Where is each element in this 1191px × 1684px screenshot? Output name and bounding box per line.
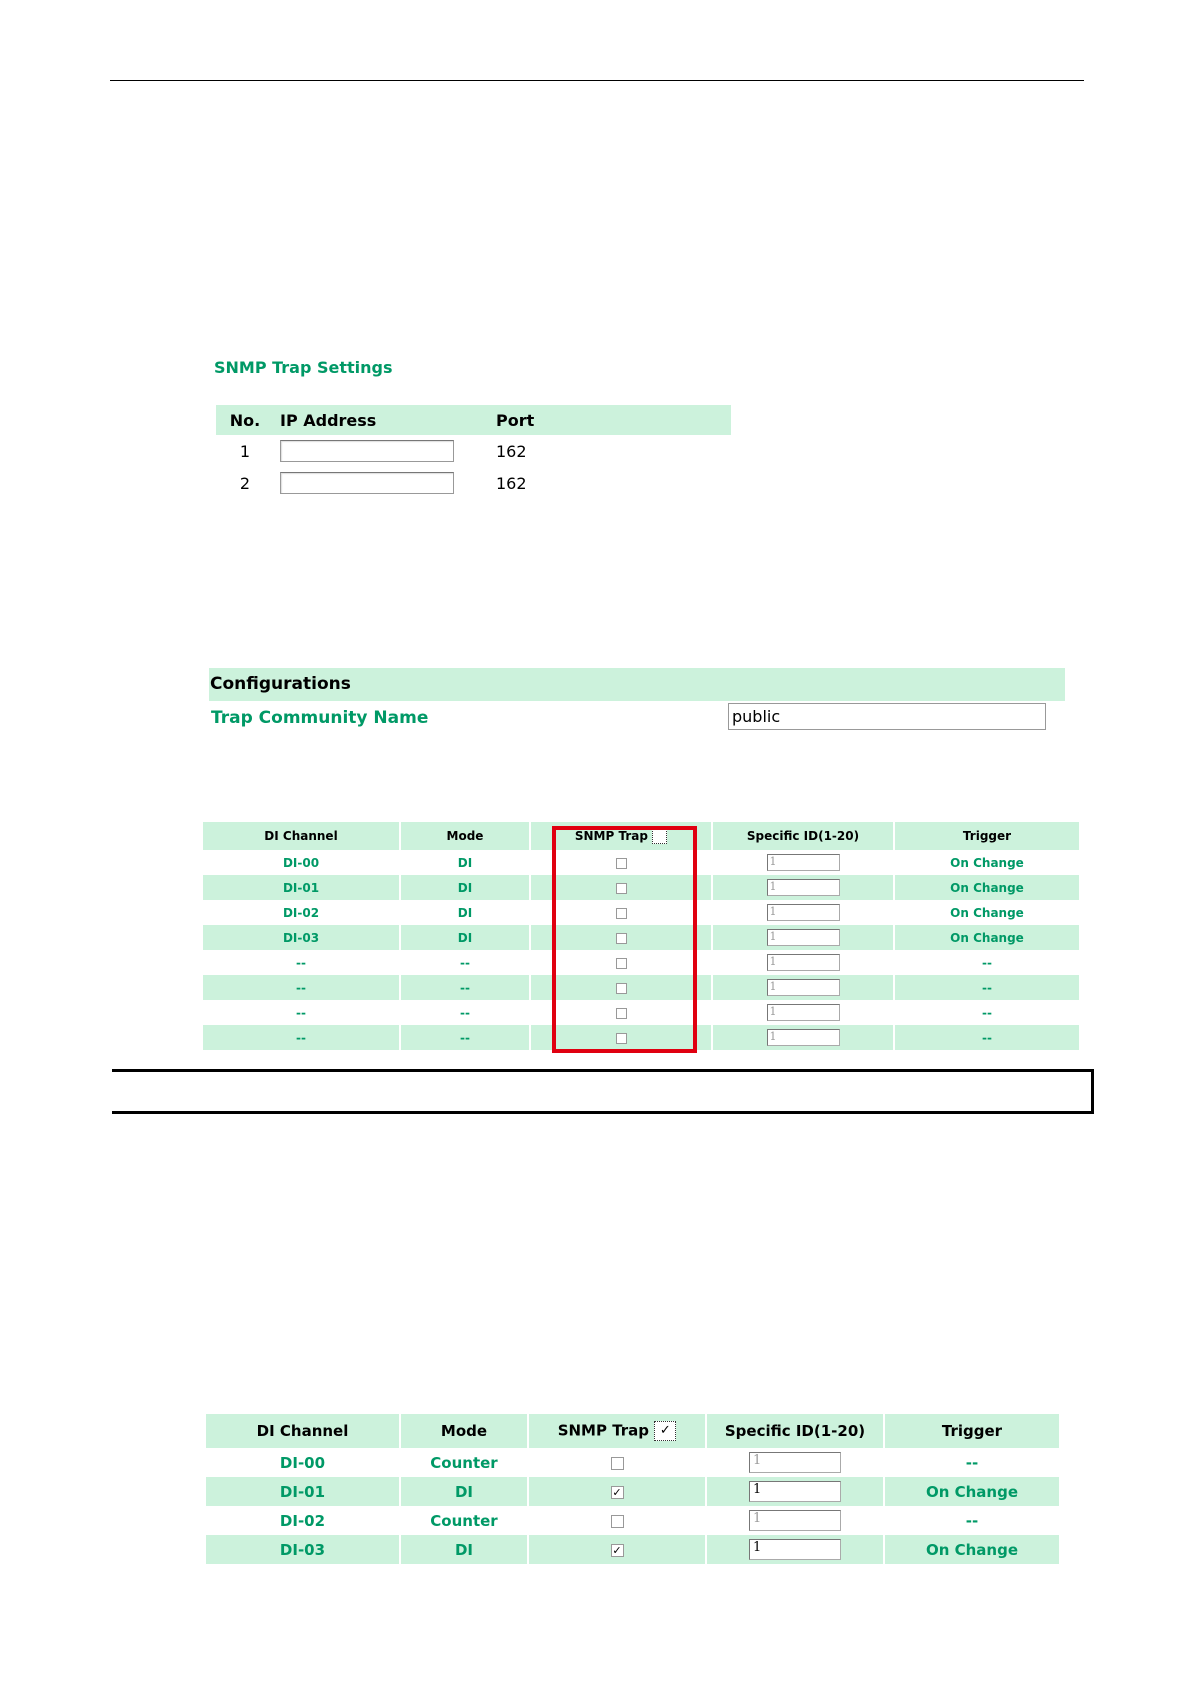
specific-id-input[interactable]: 1 <box>767 1004 840 1021</box>
page-header-rule <box>110 80 1084 81</box>
specific-id-input[interactable]: 1 <box>749 1452 841 1473</box>
table-row <box>216 435 731 467</box>
col-port: Port <box>496 410 535 430</box>
col-trigger: Trigger <box>895 822 1079 850</box>
col-trigger: Trigger <box>885 1414 1059 1448</box>
di-channel-cell: DI-03 <box>206 1535 399 1564</box>
trigger-cell: -- <box>895 975 1079 1000</box>
specific-id-input[interactable]: 1 <box>749 1539 841 1560</box>
trigger-cell: On Change <box>895 875 1079 900</box>
table-row <box>206 1477 1059 1506</box>
mode-cell: DI <box>401 1535 527 1564</box>
snmp-trap-checkbox[interactable]: ✓ <box>612 1543 622 1557</box>
specific-id-cell <box>713 1000 893 1025</box>
trigger-cell: -- <box>982 1005 992 1020</box>
snmp-trap-header-label: SNMP Trap <box>557 1421 650 1440</box>
col-mode: Mode <box>401 1414 527 1448</box>
table-row <box>216 467 731 499</box>
di-channel-cell: DI-01 <box>206 1477 399 1506</box>
specific-id-cell <box>713 925 893 950</box>
snmp-trap-cell <box>529 1535 705 1564</box>
trigger-cell: -- <box>965 1511 979 1530</box>
trigger-cell: On Change <box>950 855 1024 870</box>
row-no: 2 <box>239 473 251 493</box>
specific-id-cell <box>707 1448 883 1477</box>
trap-community-label: Trap Community Name <box>211 708 429 728</box>
specific-id-input[interactable]: 1 <box>767 929 840 946</box>
di-channel-cell: -- <box>203 975 399 1000</box>
specific-id-cell <box>707 1506 883 1535</box>
configurations-header: Configurations <box>209 668 1065 701</box>
specific-id-cell <box>713 875 893 900</box>
col-di-channel: DI Channel <box>203 822 399 850</box>
di-channel-cell: DI-02 <box>279 1511 326 1530</box>
specific-id-cell <box>713 900 893 925</box>
specific-id-cell <box>713 950 893 975</box>
col-specific-id: Specific ID(1-20) <box>707 1414 883 1448</box>
mode-cell: DI <box>401 875 529 900</box>
specific-id-input[interactable]: 1 <box>767 954 840 971</box>
di-channel-cell: -- <box>203 1025 399 1050</box>
di-channel-cell: DI-00 <box>279 1453 326 1472</box>
specific-id-input[interactable]: 1 <box>767 979 840 996</box>
specific-id-input[interactable]: 1 <box>767 854 840 871</box>
table-row <box>206 1448 1059 1477</box>
snmp-trap-cell <box>529 1506 705 1535</box>
snmp-trap-cell <box>529 1477 705 1506</box>
specific-id-input[interactable]: 1 <box>767 879 840 896</box>
mode-cell: -- <box>401 975 529 1000</box>
trigger-cell: On Change <box>885 1535 1059 1564</box>
di-channel-cell: DI-02 <box>282 905 320 920</box>
trigger-cell: On Change <box>895 925 1079 950</box>
col-snmp-trap <box>529 1414 705 1448</box>
col-di-channel: DI Channel <box>206 1414 399 1448</box>
di-channel-cell: DI-03 <box>203 925 399 950</box>
specific-id-cell <box>707 1477 883 1506</box>
table-header-row <box>216 405 731 435</box>
trap-community-input[interactable]: public <box>728 703 1046 730</box>
ip-address-input-2[interactable] <box>280 472 454 494</box>
col-ip-address: IP Address <box>280 410 377 430</box>
snmp-trap-header-label: SNMP Trap <box>574 828 648 843</box>
mode-cell: Counter <box>430 1511 498 1530</box>
ip-cell <box>274 435 490 467</box>
mode-cell: DI <box>401 1477 527 1506</box>
port-value: 162 <box>496 473 527 493</box>
di-channel-cell: DI-00 <box>282 855 320 870</box>
snmp-trap-highlight-box <box>552 826 697 1053</box>
snmp-trap-checkbox[interactable]: ✓ <box>612 1485 622 1499</box>
specific-id-input[interactable]: 1 <box>749 1510 841 1531</box>
ip-cell <box>274 467 490 499</box>
mode-cell: Counter <box>430 1453 498 1472</box>
specific-id-input[interactable]: 1 <box>749 1481 841 1502</box>
snmp-trap-settings-title: SNMP Trap Settings <box>214 358 393 377</box>
row-no: 1 <box>239 441 251 461</box>
port-value: 162 <box>496 441 527 461</box>
select-all-checkbox[interactable]: ✓ <box>654 1421 676 1441</box>
trigger-cell: -- <box>895 1025 1079 1050</box>
col-no: No. <box>229 410 261 430</box>
specific-id-cell <box>713 975 893 1000</box>
mode-cell: -- <box>460 1005 470 1020</box>
snmp-trap-checkbox[interactable] <box>611 1457 624 1470</box>
col-mode: Mode <box>401 822 529 850</box>
mode-cell: DI <box>401 925 529 950</box>
snmp-trap-cell <box>529 1448 705 1477</box>
di-channel-cell: -- <box>296 1005 306 1020</box>
note-box <box>112 1069 1094 1114</box>
specific-id-cell <box>707 1535 883 1564</box>
table-row <box>206 1535 1059 1564</box>
mode-cell: -- <box>401 1025 529 1050</box>
di-channel-cell: DI-01 <box>203 875 399 900</box>
trigger-cell: -- <box>965 1453 979 1472</box>
col-specific-id: Specific ID(1-20) <box>713 822 893 850</box>
table-row <box>206 1506 1059 1535</box>
specific-id-input[interactable]: 1 <box>767 1029 840 1046</box>
specific-id-input[interactable]: 1 <box>767 904 840 921</box>
table-header-row <box>206 1414 1059 1448</box>
di-channel-cell: -- <box>296 955 306 970</box>
trigger-cell: On Change <box>950 905 1024 920</box>
specific-id-cell <box>713 1025 893 1050</box>
ip-address-input-1[interactable] <box>280 440 454 462</box>
trigger-cell: On Change <box>885 1477 1059 1506</box>
snmp-trap-checkbox[interactable] <box>611 1515 624 1528</box>
trigger-cell: -- <box>982 955 992 970</box>
di-channel-table-2 <box>204 1414 1061 1564</box>
mode-cell: DI <box>457 855 473 870</box>
mode-cell: DI <box>457 905 473 920</box>
mode-cell: -- <box>460 955 470 970</box>
specific-id-cell <box>713 850 893 875</box>
trap-ip-table <box>216 405 731 499</box>
